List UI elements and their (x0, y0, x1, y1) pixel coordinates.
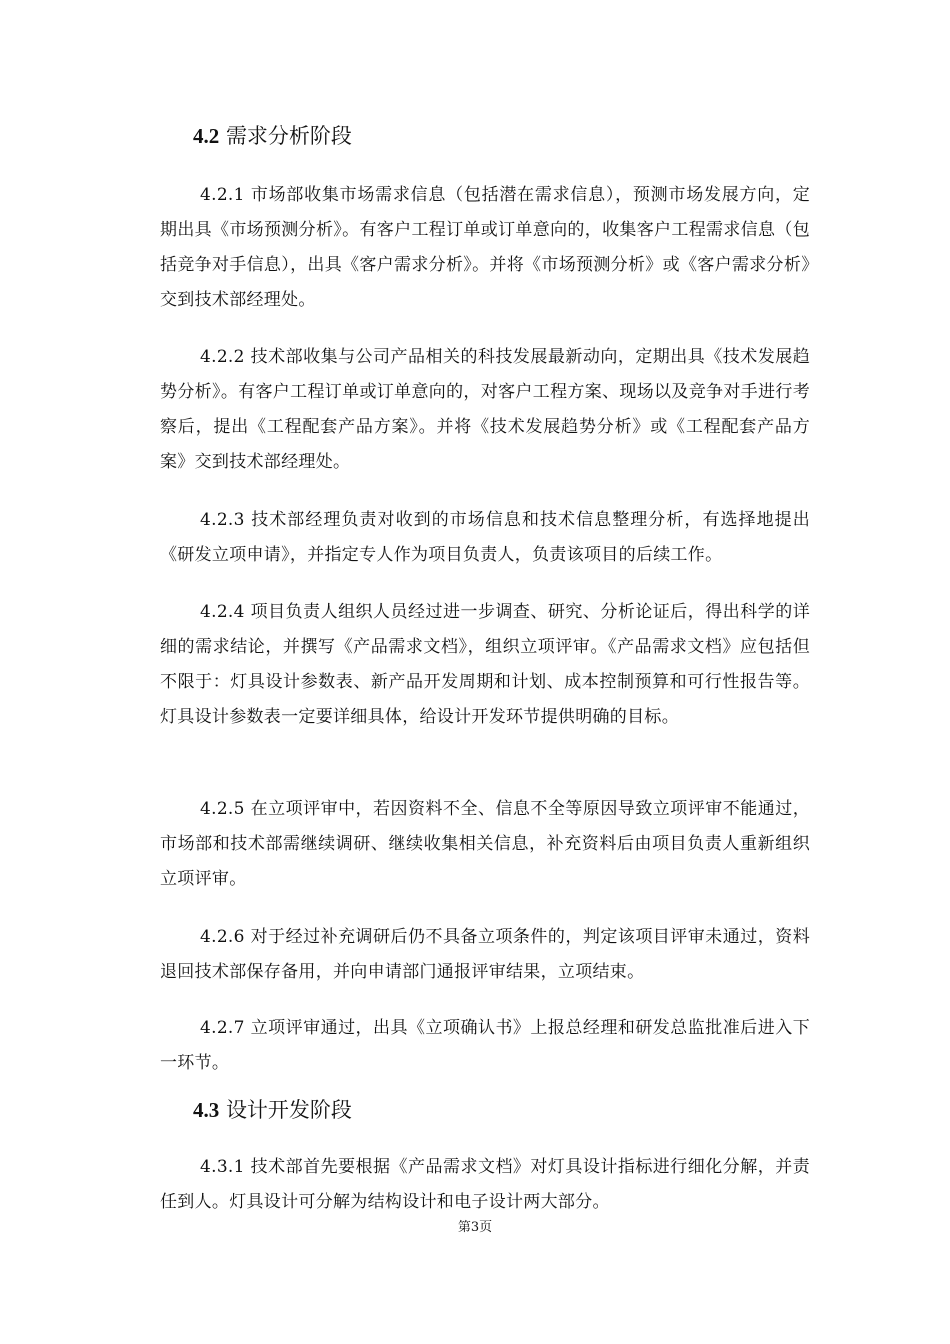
section-number: 4.2 (193, 124, 220, 148)
paragraph-4-2-2: 4.2.2 技术部收集与公司产品相关的科技发展最新动向，定期出具《技术发展趋势分析》。有客户工程订单或订单意向的，对客户工程方案、现场以及竞争对手进行考察后，提出《工程配套产品方案》。并将《技术发展趋势分析》或《工程配套产品方案》交到技术部经理处。 (160, 347, 810, 472)
section-number: 4.3 (193, 1098, 220, 1122)
section-heading-4-3 (193, 1095, 352, 1125)
paragraph-4-2-6: 4.2.6 对于经过补充调研后仍不具备立项条件的，判定该项目评审未通过，资料退回技术部保存备用，并向申请部门通报评审结果，立项结束。 (160, 927, 810, 982)
paragraph-4-3-1: 4.3.1 技术部首先要根据《产品需求文档》对灯具设计指标进行细化分解，并责任到人。灯具设计可分解为结构设计和电子设计两大部分。 (160, 1157, 810, 1212)
page-number: 第3页 (457, 1220, 493, 1235)
paragraph-4-2-1: 4.2.1 市场部收集市场需求信息（包括潜在需求信息），预测市场发展方向，定期出具《市场预测分析》。有客户工程订单或订单意向的，收集客户工程需求信息（包括竞争对手信息），出具《客户需求分析》。并将《市场预测分析》或《客户需求分析》交到技术部经理处。 (160, 185, 810, 310)
paragraph-4-2-7: 4.2.7 立项评审通过，出具《立项确认书》上报总经理和研发总监批准后进入下一环节。 (160, 1018, 810, 1073)
paragraph-4-2-5: 4.2.5 在立项评审中，若因资料不全、信息不全等原因导致立项评审不能通过，市场部和技术部需继续调研、继续收集相关信息，补充资料后由项目负责人重新组织立项评审。 (160, 799, 810, 889)
section-heading-4-2 (193, 121, 352, 151)
paragraph-4-2-4: 4.2.4 项目负责人组织人员经过进一步调查、研究、分析论证后，得出科学的详细的需求结论，并撰写《产品需求文档》，组织立项评审。《产品需求文档》应包括但不限于：灯具设计参数表、新产品开发周期和计划、成本控制预算和可行性报告等。灯具设计参数表一定要详细具体，给设计开发环节提供明确的目标。 (160, 602, 810, 727)
section-title: 设计开发阶段 (225, 1098, 352, 1122)
paragraph-4-2-3: 4.2.3 技术部经理负责对收到的市场信息和技术信息整理分析，有选择地提出《研发立项申请》，并指定专人作为项目负责人，负责该项目的后续工作。 (160, 510, 810, 565)
section-title: 需求分析阶段 (225, 124, 352, 148)
